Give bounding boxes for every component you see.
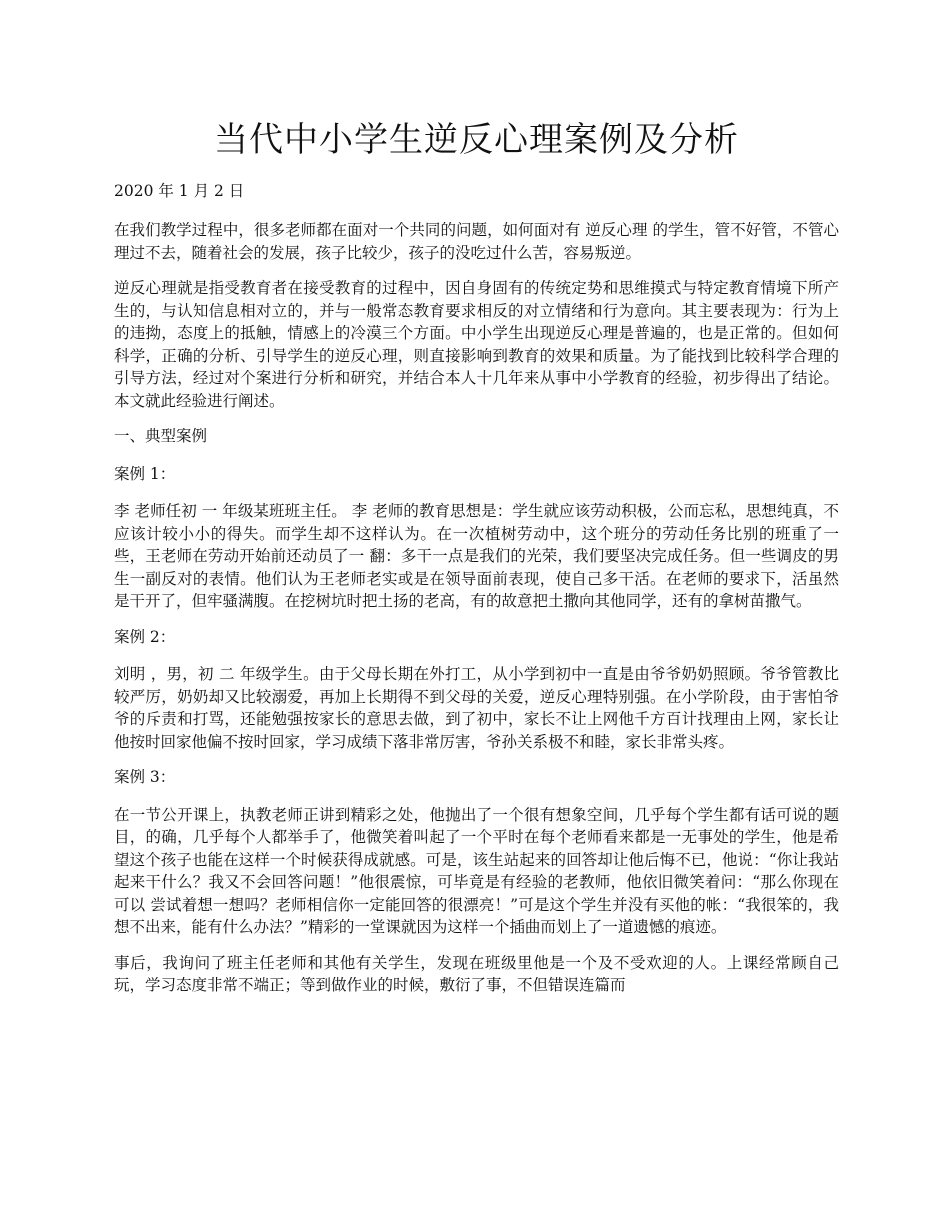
section-heading-typical-cases: 一、典型案例 bbox=[114, 427, 208, 445]
definition-paragraph: 逆反心理就是指受教育者在接受教育的过程中，因自身固有的传统定势和思维摸式与特定教育情境下所产生的，与认知信息相对立的，并与一般常态教育要求相反的对立情绪和行为意向。其主要表现为：行为上的违拗，态度上的抵触，情感上的冷漠三个方面。中小学生出现逆反心理是普遍的，也是正常的。但如何科学，正确的分析、引导学生的逆反心理，则直接影响到教育的效果和质量。为了能找到比较科学合理的引导方法，经过对个案进行分析和研究，并结合本人十几年来从事中小学教育的经验，初步得出了结论。本文就此经验进行阐述。 bbox=[114, 279, 839, 410]
case3-paragraph: 在一节公开课上，执教老师正讲到精彩之处，他抛出了一个很有想象空间，几乎每个学生都有话可说的题目，的确，几乎每个人都举手了，他微笑着叫起了一个平时在每个老师看来都是一无事处的学生，他是希望这个孩子也能在这样一个时候获得成就感。可是，该生站起来的回答却让他后悔不已，他说：“你让我站起来干什么？我又不会回答问题！”他很震惊，可毕竟是有经验的老教师，他依旧微笑着问：“那么你现在可以 尝试着想一想吗？老师相信你一定能回答的很漂亮！”可是这个学生并没有买他的帐：“我很笨的，我想不出来，能有什么办法？”精彩的一堂课就因为这样一个插曲而划上了一道遗憾的痕迹。 bbox=[114, 805, 839, 936]
case1-heading: 案例 1： bbox=[114, 464, 176, 483]
document-date: 2020 年 1 月 2 日 bbox=[114, 182, 245, 200]
case1-paragraph: 李 老师任初 一 年级某班班主任。 李 老师的教育思想是：学生就应该劳动积极，公而忘私，思想纯真，不应该计较小小的得失。而学生却不这样认为。在一次植树劳动中，这个班分的劳动任务比别的班重了一些，王老师在劳动开始前还动员了一 翻：多干一点是我们的光荣，我们要坚决完成任务。但一些调皮的男生一副反对的表情。他们认为王老师老实或是在领导面前表现，使自己多干活。在老师的要求下，活虽然是干开了，但牢骚满腹。在挖树坑时把土扬的老高，有的故意把土撒向其他同学，还有的拿树苗撒气。 bbox=[114, 502, 839, 610]
case3-heading: 案例 3： bbox=[114, 768, 176, 786]
aftermath-paragraph: 事后，我询问了班主任老师和其他有关学生，发现在班级里他是一个及不受欢迎的人。上课经常顾自己玩，学习态度非常不端正；等到做作业的时候，敷衍了事，不但错误连篇而 bbox=[114, 953, 839, 994]
case2-paragraph: 刘明 ，男，初 二 年级学生。由于父母长期在外打工，从小学到初中一直是由爷爷奶奶照顾。爷爷管教比较严厉，奶奶却又比较溺爱，再加上长期得不到父母的关爱，逆反心理特别强。在小学阶段，由于害怕爷爷的斥责和打骂，还能勉强按家长的意思去做，到了初中，家长不让上网他千方百计找理由上网，家长让他按时回家他偏不按时回家，学习成绩下落非常厉害，爷孙关系极不和睦，家长非常头疼。 bbox=[114, 665, 839, 751]
intro-paragraph: 在我们教学过程中，很多老师都在面对一个共同的问题，如何面对有 逆反心理 的学生，管不好管，不管心理过不去，随着社会的发展，孩子比较少，孩子的没吃过什么苦，容易叛逆。 bbox=[114, 221, 839, 262]
document-title: 当代中小学生逆反心理案例及分析 bbox=[214, 120, 739, 160]
case2-heading: 案例 2： bbox=[114, 627, 176, 646]
document-page bbox=[114, 118, 839, 1010]
